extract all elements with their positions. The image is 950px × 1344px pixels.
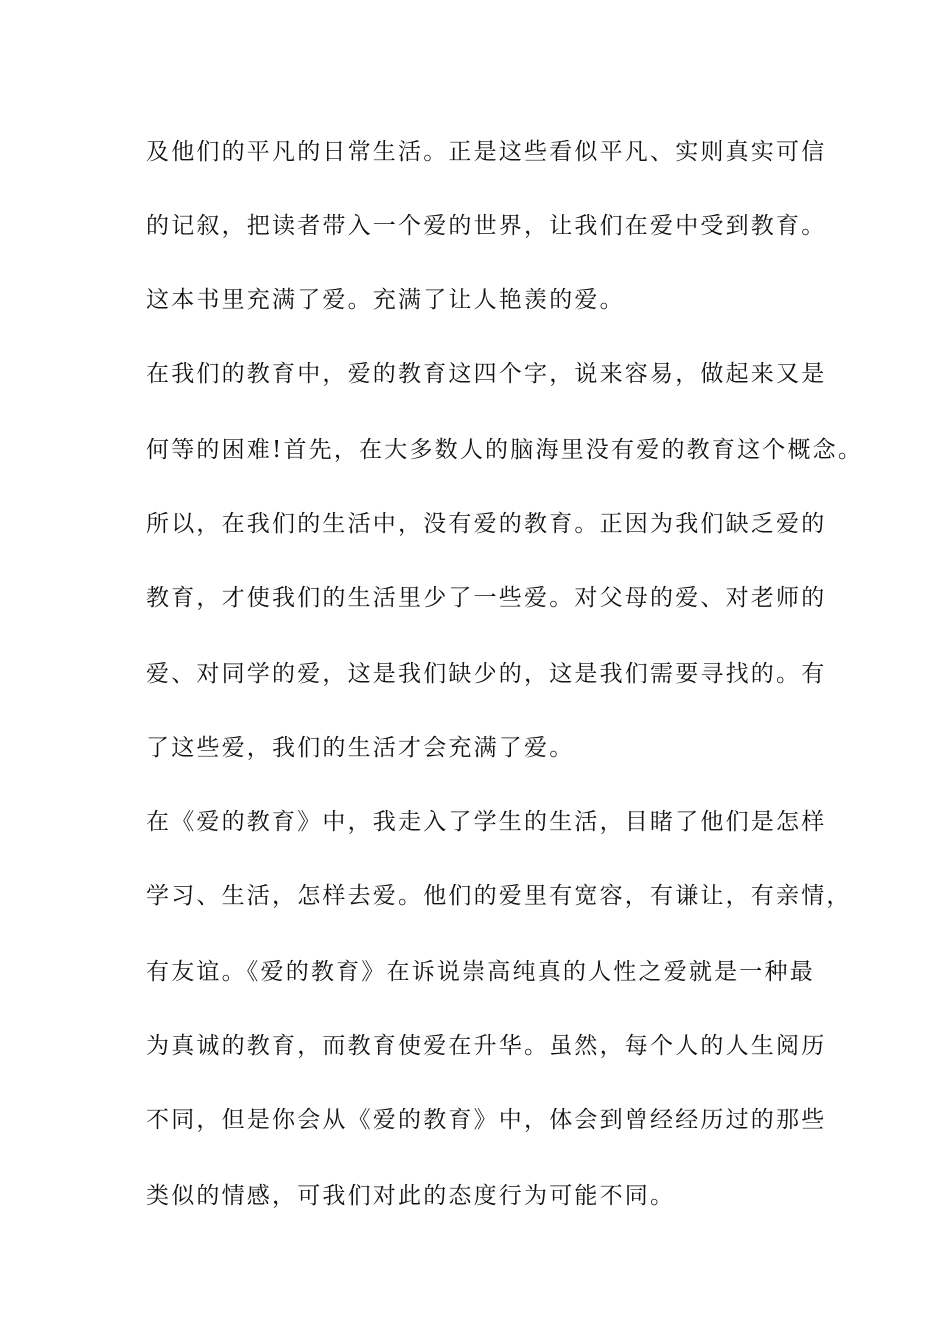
text-line: 所以，在我们的生活中，没有爱的教育。正因为我们缺乏爱的 [146, 511, 827, 537]
text-line: 的记叙，把读者带入一个爱的世界，让我们在爱中受到教育。 [146, 213, 827, 239]
text-line: 为真诚的教育，而教育使爱在升华。虽然，每个人的人生阅历 [146, 1033, 827, 1059]
text-line: 在《爱的教育》中，我走入了学生的生活，目睹了他们是怎样 [146, 809, 827, 835]
text-line: 何等的困难!首先，在大多数人的脑海里没有爱的教育这个概念。 [146, 437, 864, 463]
text-line: 及他们的平凡的日常生活。正是这些看似平凡、实则真实可信 [146, 139, 827, 165]
text-line: 学习、生活，怎样去爱。他们的爱里有宽容，有谦让，有亲情， [146, 883, 852, 909]
text-line: 不同，但是你会从《爱的教育》中，体会到曾经经历过的那些 [146, 1107, 827, 1133]
text-line: 教育，才使我们的生活里少了一些爱。对父母的爱、对老师的 [146, 585, 827, 611]
text-line: 爱、对同学的爱，这是我们缺少的，这是我们需要寻找的。有 [146, 661, 827, 687]
text-line: 这本书里充满了爱。充满了让人艳羡的爱。 [146, 287, 625, 313]
text-line: 了这些爱，我们的生活才会充满了爱。 [146, 735, 575, 761]
text-line: 在我们的教育中，爱的教育这四个字，说来容易，做起来又是 [146, 361, 827, 387]
text-line: 有友谊。《爱的教育》在诉说崇高纯真的人性之爱就是一种最 [146, 959, 815, 985]
text-line: 类似的情感，可我们对此的态度行为可能不同。 [146, 1183, 676, 1209]
